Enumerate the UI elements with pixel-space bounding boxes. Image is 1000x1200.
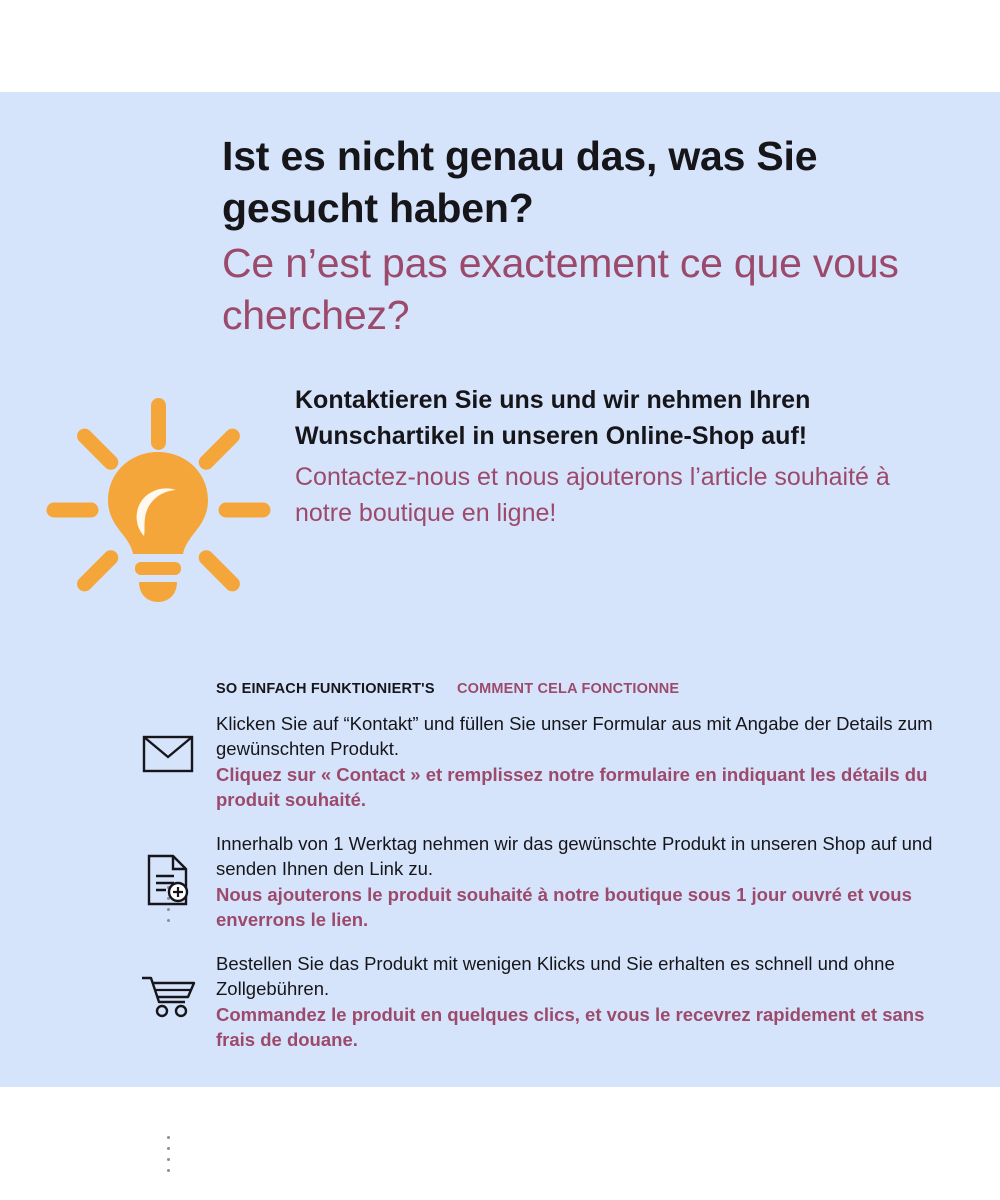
document-add-icon: [120, 830, 216, 906]
list-item: [120, 950, 950, 1070]
shopping-cart-icon: [120, 950, 216, 1018]
steps-title-de: SO EINFACH FUNKTIONIERT'S: [216, 681, 435, 697]
step-text-fr: Commandez le produit en quelques clics, et vous le recevrez rapidement et sans frais de douane.: [216, 1003, 925, 1050]
heading-block: [222, 130, 942, 342]
steps-section-title: [216, 681, 679, 697]
intro-block: [295, 382, 915, 531]
step-text-fr: Nous ajouterons le produit souhaité à notre boutique sous 1 jour ouvré et vous enverrons le lien.: [216, 883, 912, 930]
list-item: [120, 830, 950, 950]
list-item: [120, 710, 950, 830]
step-text: [216, 950, 950, 1053]
intro-text-fr: Contactez-nous et nous ajouterons l’article souhaité à notre boutique en ligne!: [295, 462, 890, 527]
steps-list: [120, 710, 950, 1070]
intro-text-de: Kontaktieren Sie uns und wir nehmen Ihren Wunschartikel in unseren Online-Shop auf!: [295, 386, 811, 451]
step-text: [216, 710, 950, 813]
step-connector-dots: [120, 1136, 216, 1172]
lightbulb-icon: [38, 390, 278, 630]
step-text: [216, 830, 950, 933]
envelope-icon: [120, 710, 216, 774]
steps-title-fr: COMMENT CELA FONCTIONNE: [456, 681, 680, 697]
step-text-de: Klicken Sie auf “Kontakt” und füllen Sie unser Formular aus mit Angabe der Details zum gewünschten Produkt.: [216, 713, 933, 759]
step-text-de: Innerhalb von 1 Werktag nehmen wir das gewünschte Produkt in unseren Shop auf und senden Ihnen den Link zu.: [216, 833, 933, 879]
page-title-de: Ist es nicht genau das, was Sie gesucht haben?: [222, 133, 818, 232]
page-title-fr: Ce n’est pas exactement ce que vous cherchez?: [222, 239, 899, 339]
step-text-de: Bestellen Sie das Produkt mit wenigen Klicks und Sie erhalten es schnell und ohne Zollgebühren.: [216, 953, 895, 999]
promo-banner: [0, 92, 1000, 1087]
step-text-fr: Cliquez sur « Contact » et remplissez notre formulaire en indiquant les détails du produit souhaité.: [216, 763, 928, 810]
